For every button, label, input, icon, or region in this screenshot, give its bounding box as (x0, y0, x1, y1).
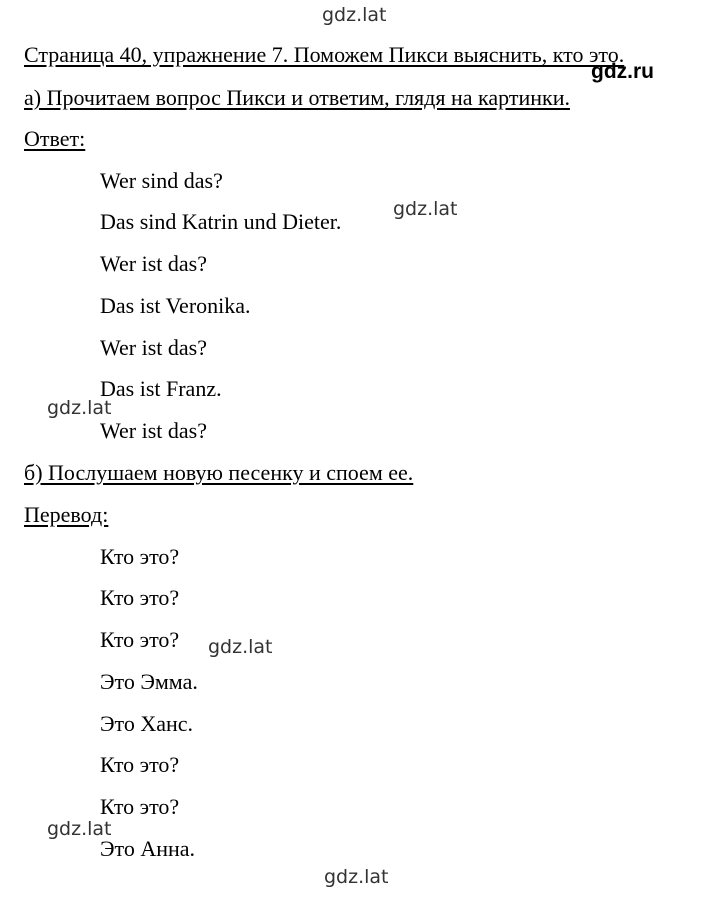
answer-line: Wer ist das? (100, 418, 207, 443)
answer-line: Wer sind das? (100, 168, 223, 193)
watermark-mid-4: gdz.lat (47, 818, 112, 840)
translation-line: Кто это? (100, 752, 180, 777)
part-a-label: Ответ: (24, 126, 86, 151)
answer-line: Wer ist das? (100, 335, 207, 360)
translation-line: Кто это? (100, 794, 180, 819)
watermark-mid-3: gdz.lat (208, 636, 273, 658)
translation-line: Это Анна. (100, 836, 196, 861)
heading: Страница 40, упражнение 7. Поможем Пикси выяснить, кто это. (24, 42, 625, 67)
answer-line: Das sind Katrin und Dieter. (100, 209, 342, 234)
watermark-mid-1: gdz.lat (393, 198, 458, 220)
translation-line: Это Ханс. (100, 711, 194, 736)
part-a-title: а) Прочитаем вопрос Пикси и ответим, глядя на картинки. (24, 85, 570, 110)
translation-line: Кто это? (100, 544, 180, 569)
answer-line: Das ist Franz. (100, 376, 222, 401)
logo-watermark: gdz.ru (591, 60, 654, 83)
translation-line: Кто это? (100, 585, 180, 610)
watermark-top: gdz.lat (322, 4, 387, 26)
watermark-bottom: gdz.lat (324, 866, 389, 888)
translation-line: Кто это? (100, 627, 180, 652)
watermark-mid-2: gdz.lat (47, 397, 112, 419)
part-b-label: Перевод: (24, 502, 109, 527)
part-b-title: б) Послушаем новую песенку и споем ее. (24, 460, 414, 485)
answer-line: Das ist Veronika. (100, 293, 251, 318)
translation-line: Это Эмма. (100, 669, 198, 694)
answer-line: Wer ist das? (100, 251, 207, 276)
